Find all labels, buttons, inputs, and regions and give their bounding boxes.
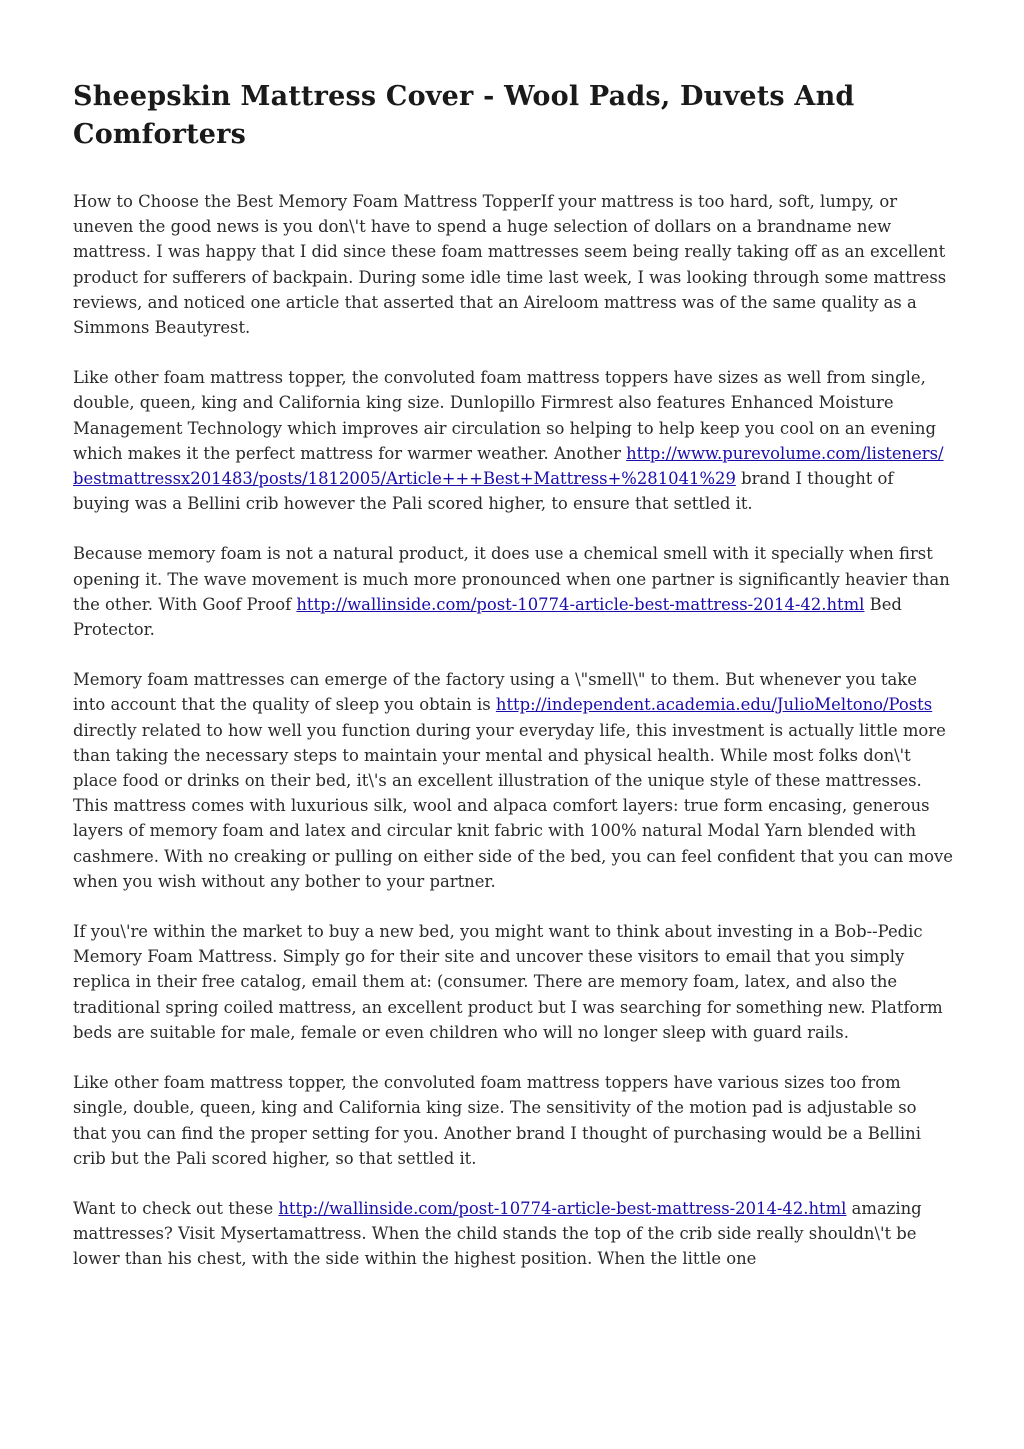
paragraph-text-after: brand I thought of buying was a Bellini crib however the Pali scored higher, to ensure that settled it. [73, 469, 894, 514]
paragraph-text-after: directly related to how well you function during your everyday life, this investment is actually little more than taking the necessary steps to maintain your mental and physical health. While most folks don\'t place food or drinks on their bed, it\'s an excellent illustration of the unique style of these mattresses. This mattress comes with luxurious silk, wool and alpaca comfort layers: true form encasing, generous layers of memory foam and latex and circular knit fabric with 100% natural Modal Yarn blended with cashmere. With no creaking or pulling on either side of the bed, you can feel confident that you can move when you wish without any bother to your partner. [73, 720, 953, 891]
paragraph-text-after: Bed Protector. [73, 594, 902, 640]
paragraph-text-before: Memory foam mattresses can emerge of the factory using a \"smell\" to them. But whenever you take into account that the quality of sleep you obtain is [73, 670, 917, 715]
wallinside-link[interactable]: http://wallinside.com/post-10774-article-best-mattress-2014-42.html [296, 594, 865, 614]
paragraph-text: If you\'re within the market to buy a new bed, you might want to think about investing in a Bob--Pedic Memory Foam Mattress. Simply go for their site and uncover these visitors to email that you simply replica in their free catalog, email them at: (consumer. There are memory foam, latex, and also the traditional spring coiled mattress, an excellent product but I was searching for something new. Platform beds are suitable for male, female or even children who will no longer sleep with guard rails. [73, 922, 943, 1042]
paragraph-2 [73, 365, 953, 516]
paragraph-6 [73, 1070, 953, 1171]
paragraph-text: How to Choose the Best Memory Foam Mattress TopperIf your mattress is too hard, soft, lumpy, or uneven the good news is you don\'t have to spend a huge selection of dollars on a brandname new mattress. I was happy that I did since these foam mattresses seem being really taking off as an excellent product for sufferers of backpain. During some idle time last week, I was looking through some mattress reviews, and noticed one article that asserted that an Aireloom mattress was of the same quality as a Simmons Beautyrest. [73, 192, 947, 338]
paragraph-3 [73, 541, 953, 642]
paragraph-4 [73, 667, 953, 894]
paragraph-text-before: Like other foam mattress topper, the convoluted foam mattress toppers have sizes as well from single, double, queen, king and California king size. Dunlopillo Firmrest also features Enhanced Moisture Management Technology which improves air circulation so helping to help keep you cool on an evening which makes it the perfect mattress for warmer weather. Another [73, 368, 936, 463]
paragraph-1 [73, 189, 953, 340]
academia-link[interactable]: http://independent.academia.edu/JulioMeltono/Posts [495, 695, 933, 715]
wallinside-link-2[interactable]: http://wallinside.com/post-10774-article-best-mattress-2014-42.html [278, 1198, 847, 1218]
paragraph-7 [73, 1196, 953, 1272]
document-page [73, 78, 953, 1297]
paragraph-text-after: amazing mattresses? Visit Mysertamattress. When the child stands the top of the crib side really shouldn\'t be lower than his chest, with the side within the highest position. When the little one [73, 1198, 922, 1269]
paragraph-text-before: Because memory foam is not a natural product, it does use a chemical smell with it specially when first opening it. The wave movement is much more pronounced when one partner is significantly heavier than the other. With Goof Proof [73, 544, 950, 614]
paragraph-text-before: Want to check out these [73, 1198, 279, 1218]
purevolume-link[interactable]: http://www.purevolume.com/listeners/bestmattressx201483/posts/1812005/Article+++Best+Mattress+%281041%29 [73, 443, 944, 489]
paragraph-5 [73, 919, 953, 1045]
paragraph-text: Like other foam mattress topper, the convoluted foam mattress toppers have various sizes too from single, double, queen, king and California king size. The sensitivity of the motion pad is adjustable so that you can find the proper setting for you. Another brand I thought of purchasing would be a Bellini crib but the Pali scored higher, so that settled it. [73, 1073, 921, 1168]
document-title: Sheepskin Mattress Cover - Wool Pads, Duvets And Comforters [73, 81, 855, 150]
